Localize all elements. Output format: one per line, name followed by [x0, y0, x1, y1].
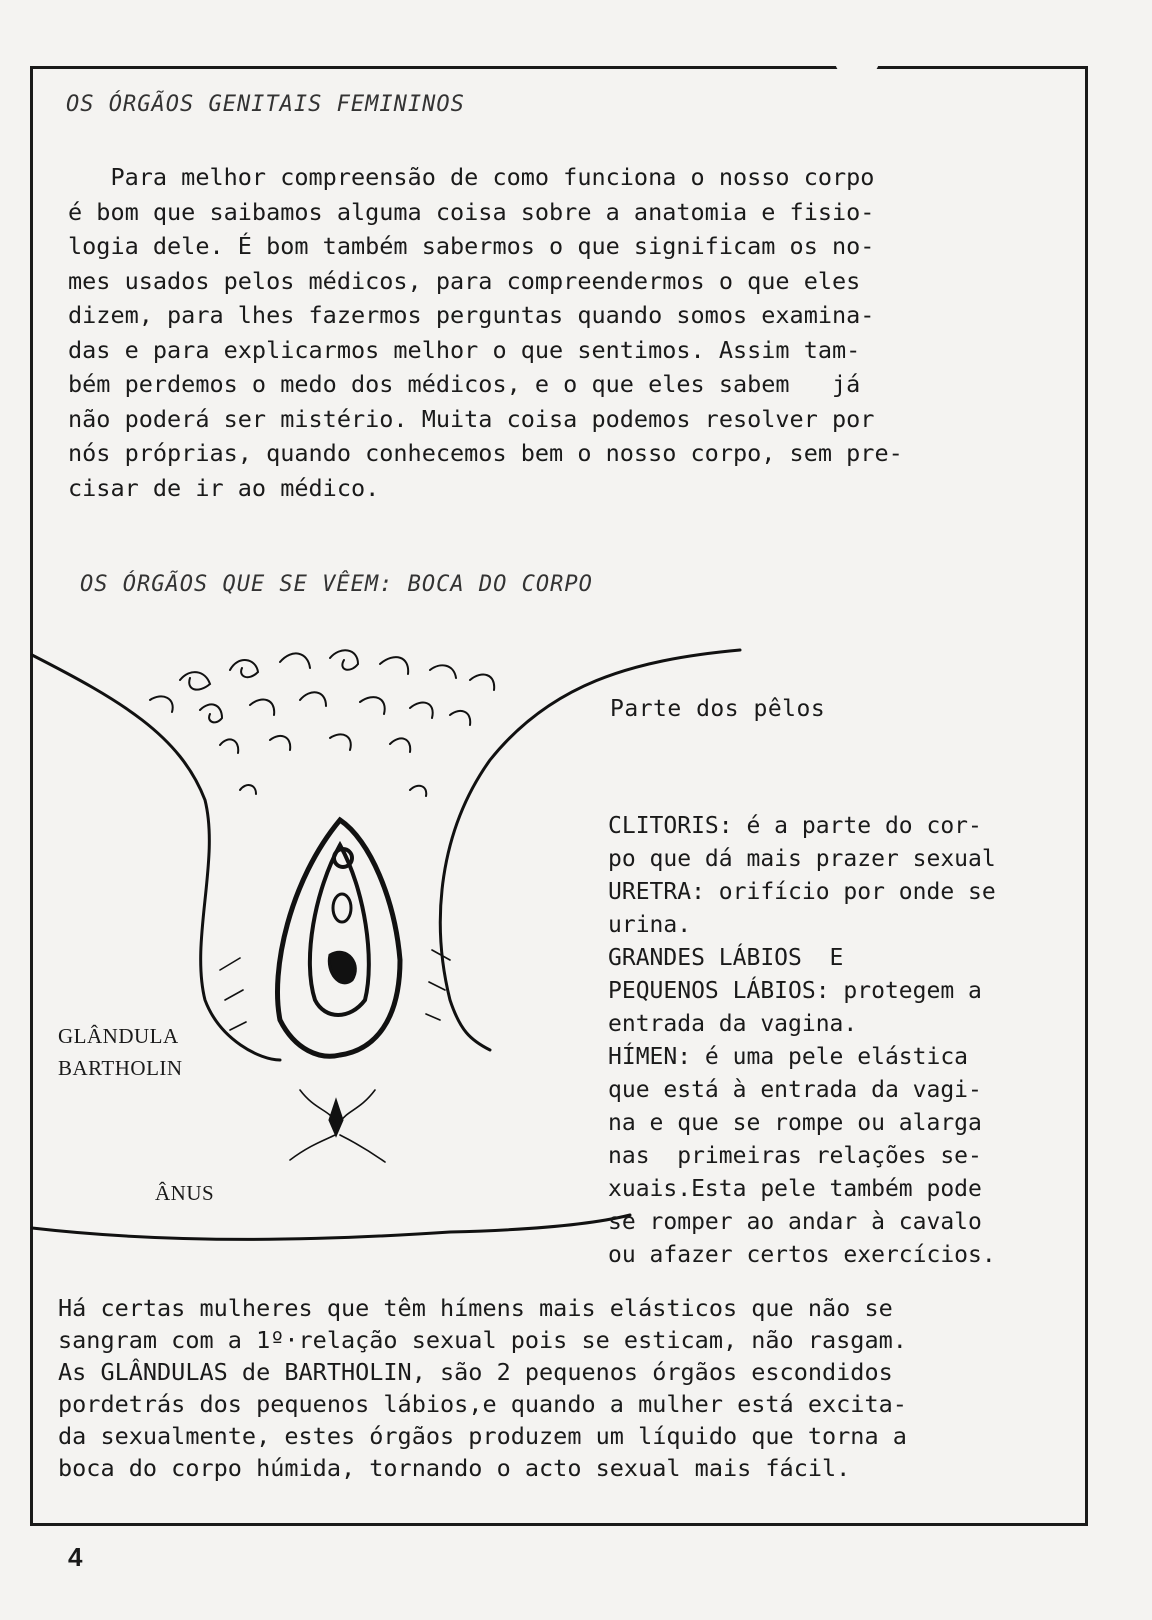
label-pelos: Parte dos pêlos — [610, 696, 826, 722]
side-line: urina. — [608, 912, 692, 938]
pubic-hair — [150, 650, 494, 796]
intro-line: dizem, para lhes fazermos perguntas quando somos examina- — [68, 301, 875, 329]
bottom-paragraph — [58, 1292, 1078, 1484]
bottom-line: boca do corpo húmida, tornando o acto sexual mais fácil. — [58, 1454, 851, 1482]
section-title: OS ÓRGÃOS GENITAIS FEMININOS — [66, 92, 465, 117]
side-line: xuais.Esta pele também pode — [608, 1176, 982, 1202]
intro-line: não poderá ser mistério. Muita coisa podemos resolver por — [68, 404, 875, 433]
side-line: HÍMEN: é uma pele elástica — [608, 1044, 969, 1070]
page-number: 4 — [68, 1542, 83, 1572]
intro-paragraph — [68, 160, 1078, 505]
urethra — [333, 894, 351, 922]
side-line: nas primeiras relações se- — [608, 1143, 982, 1169]
intro-line: das e para explicarmos melhor o que sentimos. Assim tam- — [68, 335, 861, 364]
side-line: entrada da vagina. — [608, 1011, 858, 1037]
side-line: na e que se rompe ou alarga — [608, 1110, 982, 1136]
intro-line: mes usados pelos médicos, para compreendermos o que eles — [68, 266, 861, 295]
side-line: ou afazer certos exercícios. — [608, 1242, 996, 1268]
intro-line: bém perdemos o medo dos médicos, e o que eles sabem já — [68, 370, 861, 398]
side-line: GRANDES LÁBIOS E — [608, 945, 844, 971]
inner-labia — [310, 845, 369, 1015]
intro-line: é bom que saibamos alguma coisa sobre a anatomia e fisio- — [68, 197, 875, 226]
side-line: que está à entrada da vagi- — [608, 1077, 982, 1103]
bottom-line: da sexualmente, estes órgãos produzem um líquido que torna a — [58, 1422, 907, 1450]
bottom-line: pordetrás dos pequenos lábios,e quando a mulher está excita- — [58, 1390, 907, 1418]
side-line: URETRA: orifício por onde se — [608, 879, 996, 905]
label-anus: ÂNUS — [155, 1181, 215, 1205]
side-line: CLITORIS: é a parte do cor- — [608, 813, 982, 839]
bottom-line: As GLÂNDULAS de BARTHOLIN, são 2 pequenos órgãos escondidos — [58, 1358, 893, 1386]
left-thigh-line — [32, 655, 280, 1060]
buttock-line — [32, 1215, 630, 1239]
intro-line: nós próprias, quando conhecemos bem o nosso corpo, sem pre- — [68, 439, 903, 467]
side-line: se romper ao andar à cavalo — [608, 1209, 982, 1235]
side-line: PEQUENOS LÁBIOS: protegem a — [608, 978, 982, 1004]
outer-labia — [278, 820, 401, 1056]
intro-line: cisar de ir ao médico. — [68, 473, 380, 502]
intro-line: logia dele. É bom também sabermos o que significam os no- — [68, 232, 875, 260]
subsection-title: OS ÓRGÃOS QUE SE VÊEM: BOCA DO CORPO — [80, 572, 593, 597]
intro-line: Para melhor compreensão de como funciona o nosso corpo — [68, 163, 875, 191]
vaginal-opening — [329, 952, 355, 983]
bottom-line: sangram com a 1º·relação sexual pois se esticam, não rasgam. — [58, 1326, 907, 1354]
side-description — [608, 810, 1078, 1272]
paper-notch — [834, 34, 880, 80]
label-glandula: GLÂNDULA — [58, 1024, 179, 1048]
bottom-line: Há certas mulheres que têm hímens mais elásticos que não se — [58, 1294, 893, 1322]
label-bartholin: BARTHOLIN — [58, 1056, 183, 1080]
side-line: po que dá mais prazer sexual — [608, 846, 996, 872]
